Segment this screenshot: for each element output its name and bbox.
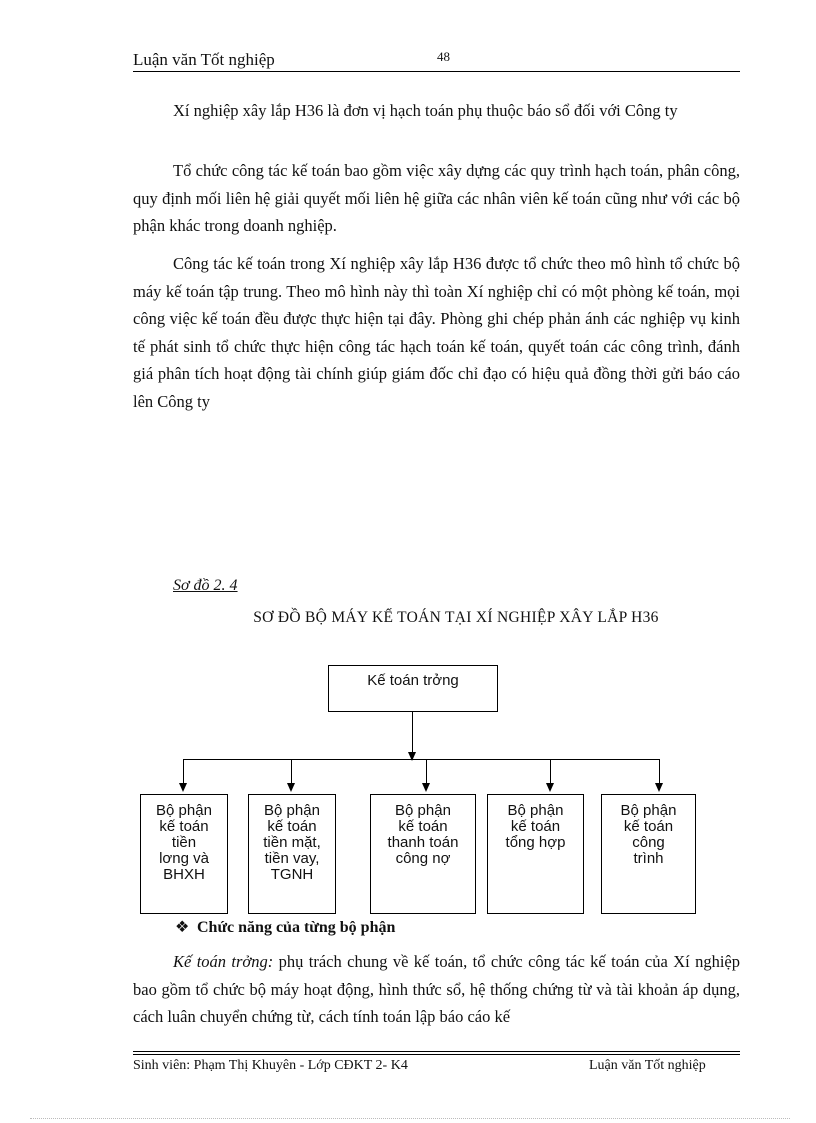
child-node-line: kế toán <box>510 818 561 835</box>
branch-2 <box>291 759 292 786</box>
branch-3 <box>426 759 427 786</box>
child-node-line: Bộ phận <box>507 802 564 819</box>
diagram-label: Sơ đồ 2. 4 <box>173 577 238 594</box>
diagram-title: SƠ ĐỒ BỘ MÁY KẾ TOÁN TẠI XÍ NGHIỆP XÂY LẮP H36 <box>253 609 659 626</box>
paragraph-2: Tổ chức công tác kế toán bao gồm việc xây dựng các quy trình hạch toán, phân công, quy định mối liên hệ giải quyết mối liên hệ giữa các nhân viên kế toán cũng như với các bộ phận khác trong doanh nghiệp. <box>133 161 740 235</box>
child-node-line: Bộ phận <box>264 802 320 819</box>
child-node-line: kế toán <box>623 818 674 835</box>
child-node-line: tiền <box>171 834 197 851</box>
footer-title: Luận văn Tốt nghiệp <box>589 1058 706 1073</box>
child-node-line: Bộ phận <box>156 802 212 819</box>
root-node: Kế toán trởng <box>328 665 498 712</box>
arrow-4 <box>546 783 554 792</box>
child-node-line: lơng và <box>159 850 209 867</box>
arrow-3 <box>422 783 430 792</box>
child-node-1 <box>140 794 228 914</box>
header-title: Luận văn Tốt nghiệp <box>133 50 275 69</box>
horizontal-connector <box>183 759 660 760</box>
footer-rule-2 <box>133 1054 740 1055</box>
paragraph-4-text: phụ trách chung về kế toán, tổ chức công tác kế toán của Xí nghiệp bao gồm tổ chức bộ máy hoạt động, hình thức sổ, hệ thống chứng từ và tài khoản áp dụng, cách luân chuyển chứng từ, cách tính toán lập báo cáo kế <box>133 952 740 1026</box>
child-node-line: trình <box>633 850 664 867</box>
arrow-2 <box>287 783 295 792</box>
branch-4 <box>550 759 551 786</box>
child-node-2 <box>248 794 336 914</box>
child-node-line: thanh toán <box>387 834 459 851</box>
child-node-line: tổng hợp <box>505 834 566 851</box>
child-node-line: TGNH <box>270 866 314 883</box>
section-heading-text: Chức năng của từng bộ phận <box>197 919 396 936</box>
paragraph-3: Công tác kế toán trong Xí nghiệp xây lắp H36 được tổ chức theo mô hình tổ chức bộ máy kế toán tập trung. Theo mô hình này thì toàn Xí nghiệp chỉ có một phòng kế toán, mọi công việc kế toán đều được thực hiện tại đây. Phòng ghi chép phản ánh các nghiệp vụ kinh tế phát sinh tổ chức thực hiện công tác hạch toán kế toán, quyết toán các công trình, đánh giá phân tích hoạt động tài chính giúp giám đốc chỉ đạo có hiệu quả đồng thời gửi báo cáo lên Công ty <box>133 254 740 411</box>
footer-rule-1 <box>133 1051 740 1052</box>
child-node-line: tiền mặt, <box>263 834 321 851</box>
page-number: 48 <box>437 49 450 64</box>
child-node-line: Bộ phận <box>395 802 451 819</box>
child-node-line: công nợ <box>395 850 451 867</box>
bottom-dotted-border <box>30 1118 790 1119</box>
section-heading <box>175 917 395 937</box>
child-node-line: BHXH <box>163 866 205 883</box>
child-node-line: tiền vay, <box>264 850 320 867</box>
child-node-3 <box>370 794 476 914</box>
footer-student: Sinh viên: Phạm Thị Khuyên - Lớp CĐKT 2- K4 <box>133 1058 408 1073</box>
header-rule <box>133 71 740 72</box>
branch-1 <box>183 759 184 786</box>
diamond-bullet-icon: ❖ <box>175 919 190 936</box>
branch-5 <box>659 759 660 786</box>
child-node-line: kế toán <box>398 818 448 835</box>
child-node-line: kế toán <box>159 818 209 835</box>
child-node-5 <box>601 794 696 914</box>
child-node-line: Bộ phận <box>620 802 677 819</box>
arrow-5 <box>655 783 663 792</box>
paragraph-4 <box>133 948 740 1031</box>
child-node-4 <box>487 794 584 914</box>
child-node-line: công <box>632 834 665 851</box>
arrow-1 <box>179 783 187 792</box>
child-node-line: kế toán <box>267 818 317 835</box>
paragraph-4-lead: Kế toán trởng: <box>173 952 274 971</box>
paragraph-1: Xí nghiệp xây lắp H36 là đơn vị hạch toán phụ thuộc báo sổ đối với Công ty <box>173 101 678 120</box>
